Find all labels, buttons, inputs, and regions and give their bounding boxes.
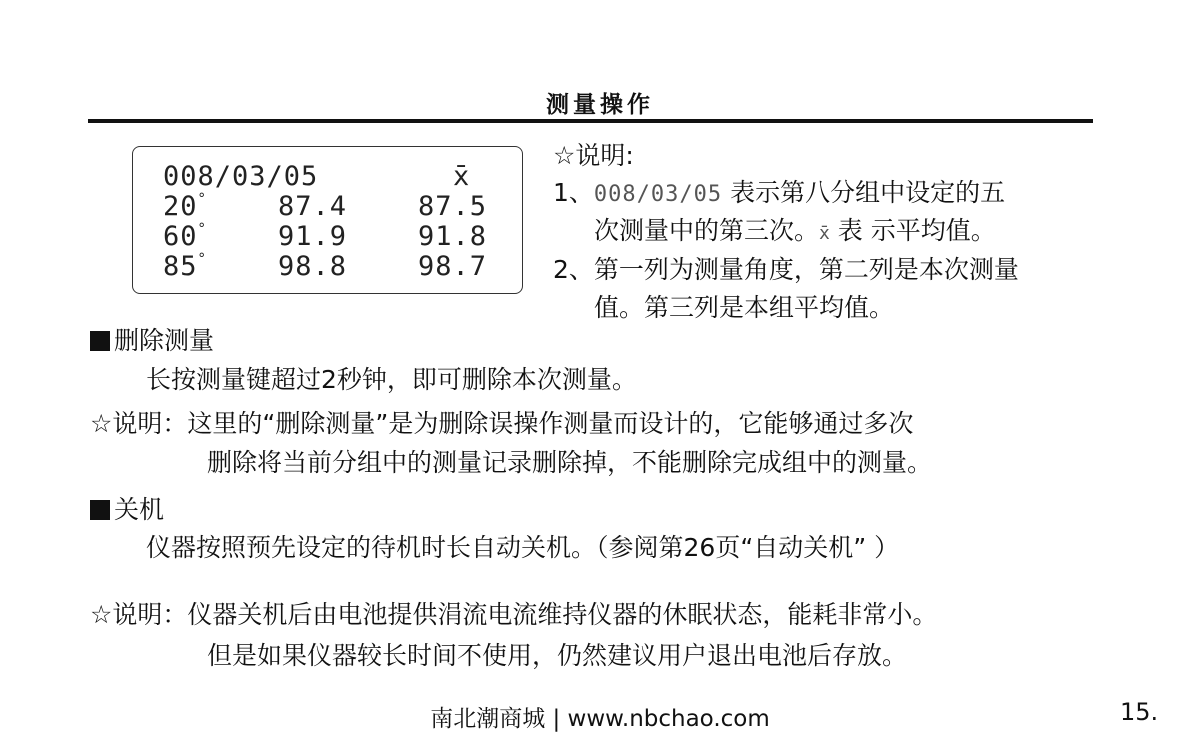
lcd-angle-value: 85 <box>163 251 198 282</box>
lcd-group-code: 008/03/05 <box>163 161 319 192</box>
power-off-note-line-1: ☆说明：仪器关机后由电池提供涓流电流维持仪器的休眠状态，能耗非常小。 <box>90 600 938 629</box>
section-heading-text: 删除测量 <box>114 326 215 355</box>
lcd-angle-unit: ° <box>197 191 206 207</box>
note-item-2-line-1: 2、第一列为测量角度，第二列是本次测量 <box>553 255 1019 284</box>
lcd-current-value: 98.8 <box>278 251 348 282</box>
note-item-1-line-2 <box>594 211 996 247</box>
note-text: 次测量中的第三次。 <box>594 216 820 245</box>
power-off-description: 仪器按照预先设定的待机时长自动关机。（参阅第26页“自动关机” ） <box>146 533 900 562</box>
power-off-note-line-2: 但是如果仪器较长时间不使用，仍然建议用户退出电池后存放。 <box>207 641 908 670</box>
lcd-row <box>133 221 522 251</box>
lcd-row <box>133 251 522 281</box>
page-number: 15. <box>1120 698 1159 726</box>
lcd-angle-unit: ° <box>197 251 206 267</box>
section-heading-text: 关机 <box>114 495 165 524</box>
note-heading: ☆说明: <box>553 141 634 170</box>
lcd-current-value: 91.9 <box>278 221 348 252</box>
note-text: 表 示平均值。 <box>829 216 996 245</box>
footer-text: 南北潮商城 | www.nbchao.com <box>430 706 770 732</box>
note-item-1-line-1 <box>553 173 1005 209</box>
square-bullet-icon <box>90 331 110 351</box>
lcd-mean-symbol: x̄ <box>453 161 471 192</box>
page-title: 测量操作 <box>546 92 654 118</box>
lcd-mean-value: 98.7 <box>418 251 488 282</box>
title-rule <box>88 119 1093 123</box>
lcd-angle <box>163 251 206 282</box>
lcd-mean-value: 91.8 <box>418 221 488 252</box>
lcd-mean-value: 87.5 <box>418 191 488 222</box>
square-bullet-icon <box>90 500 110 520</box>
lcd-angle <box>163 221 206 252</box>
lcd-angle-unit: ° <box>197 221 206 237</box>
lcd-row <box>133 161 522 191</box>
section-heading-power-off <box>90 490 164 526</box>
delete-description: 长按测量键超过2秒钟，即可删除本次测量。 <box>146 365 637 394</box>
note-item-2-line-2: 值。第三列是本组平均值。 <box>594 293 895 322</box>
note-text: 表示第八分组中设定的五 <box>722 178 1006 207</box>
lcd-display <box>132 146 523 294</box>
note-inline-code: 008/03/05 <box>593 182 723 207</box>
mean-symbol: x̄ <box>819 223 830 244</box>
lcd-current-value: 87.4 <box>278 191 348 222</box>
delete-note-line-1: ☆说明：这里的“删除测量”是为删除误操作测量而设计的，它能够通过多次 <box>90 409 914 438</box>
delete-note-line-2: 删除将当前分组中的测量记录删除掉，不能删除完成组中的测量。 <box>207 448 933 477</box>
lcd-angle-value: 20 <box>163 191 198 222</box>
lcd-row <box>133 191 522 221</box>
lcd-angle-value: 60 <box>163 221 198 252</box>
lcd-angle <box>163 191 206 222</box>
note-item-number: 1、 <box>553 178 594 207</box>
section-heading-delete <box>90 321 214 357</box>
